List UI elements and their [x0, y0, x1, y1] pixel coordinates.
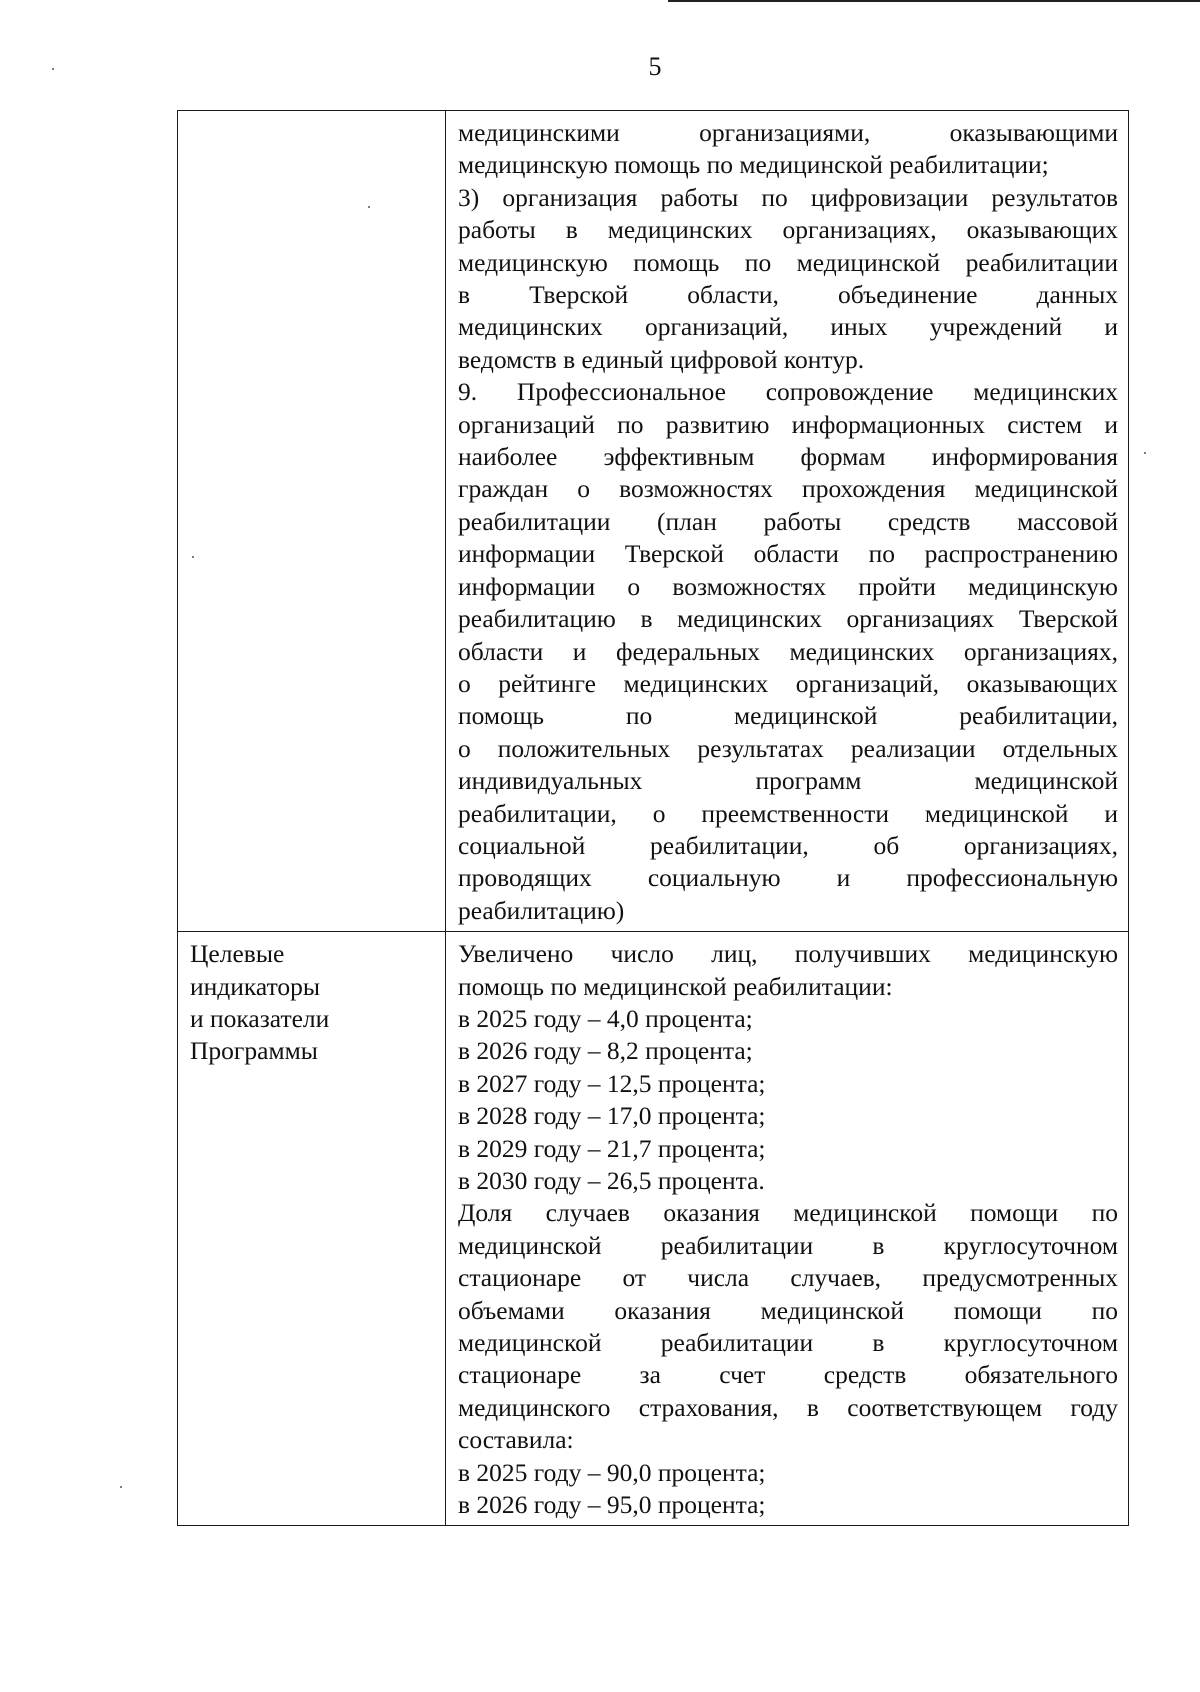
- text-line: организаций по развитию информационных систем и: [458, 409, 1118, 439]
- text-line: объемами оказания медицинской помощи по: [458, 1295, 1118, 1325]
- text-line: реабилитацию): [458, 895, 625, 925]
- text-line: в 2025 году – 4,0 процента;: [458, 1003, 753, 1033]
- text-line: помощь по медицинской реабилитации:: [458, 971, 893, 1001]
- text-line: в 2026 году – 8,2 процента;: [458, 1036, 753, 1066]
- text-line: медицинскую помощь по медицинской реабилитации: [458, 247, 1118, 277]
- text-line: помощь по медицинской реабилитации,: [458, 701, 1118, 731]
- text-line: области и федеральных медицинских организациях,: [458, 636, 1118, 666]
- text-line: в 2025 году – 90,0 процента;: [458, 1457, 766, 1487]
- row-label-line: Целевые: [190, 939, 285, 969]
- text-line: о рейтинге медицинских организаций, оказывающих: [458, 668, 1118, 698]
- text-line: медицинской реабилитации в круглосуточном: [458, 1230, 1118, 1260]
- text-line: о положительных результатах реализации отдельных: [458, 733, 1118, 763]
- text-line: в 2028 году – 17,0 процента;: [458, 1101, 766, 1131]
- row-label-line: Программы: [190, 1036, 318, 1066]
- program-passport-table: [177, 110, 1129, 1526]
- text-line: в 2026 году – 95,0 процента;: [458, 1490, 766, 1520]
- text-line: составила:: [458, 1425, 574, 1455]
- text-line: медицинскую помощь по медицинской реабилитации;: [458, 150, 1049, 180]
- text-line: медицинского страхования, в соответствующем году: [458, 1392, 1118, 1422]
- text-line: в 2030 году – 26,5 процента.: [458, 1166, 765, 1195]
- text-line: 9. Профессиональное сопровождение медицинских: [458, 377, 1118, 407]
- row-label-line: и показатели: [190, 1003, 330, 1033]
- text-line: проводящих социальную и профессиональную: [458, 863, 1118, 893]
- table-row: [178, 932, 1129, 1526]
- text-line: реабилитации, о преемственности медицинской и: [458, 798, 1118, 828]
- text-line: Доля случаев оказания медицинской помощи по: [458, 1198, 1118, 1228]
- text-line: работы в медицинских организациях, оказывающих: [458, 215, 1118, 245]
- row-content-cell: [446, 932, 1129, 1526]
- text-line: индивидуальных программ медицинской: [458, 766, 1118, 796]
- scan-speck: [1144, 452, 1146, 454]
- text-line: реабилитацию в медицинских организациях Тверской: [458, 604, 1118, 634]
- text-line: 3) организация работы по цифровизации результатов: [458, 182, 1118, 212]
- text-line: информации о возможностях пройти медицинскую: [458, 571, 1118, 601]
- scan-speck: [120, 1486, 122, 1488]
- page-number: 5: [648, 52, 662, 81]
- text-line: ведомств в единый цифровой контур.: [458, 344, 865, 374]
- row-label-line: индикаторы: [190, 971, 321, 1001]
- text-line: Увеличено число лиц, получивших медицинскую: [458, 939, 1118, 969]
- text-line: социальной реабилитации, об организациях,: [458, 830, 1118, 860]
- text-line: стационаре за счет средств обязательного: [458, 1360, 1118, 1390]
- text-line: медицинской реабилитации в круглосуточном: [458, 1328, 1118, 1358]
- text-line: стационаре от числа случаев, предусмотренных: [458, 1263, 1118, 1293]
- text-line: наиболее эффективным формам информирования: [458, 442, 1118, 472]
- text-line: граждан о возможностях прохождения медицинской: [458, 474, 1118, 504]
- text-line: реабилитации (план работы средств массовой: [458, 506, 1118, 536]
- top-edge-rule: [668, 0, 1200, 2]
- row-label-cell: [178, 111, 446, 932]
- text-line: медицинских организаций, иных учреждений и: [458, 312, 1118, 342]
- text-line: в 2029 году – 21,7 процента;: [458, 1133, 766, 1163]
- text-line: в Тверской области, объединение данных: [458, 280, 1118, 310]
- text-line: в 2027 году – 12,5 процента;: [458, 1068, 766, 1098]
- row-label-cell: [178, 932, 446, 1526]
- table-row: [178, 111, 1129, 932]
- row-content-cell: [446, 111, 1129, 932]
- text-line: информации Тверской области по распространению: [458, 539, 1118, 569]
- text-line: медицинскими организациями, оказывающими: [458, 118, 1118, 147]
